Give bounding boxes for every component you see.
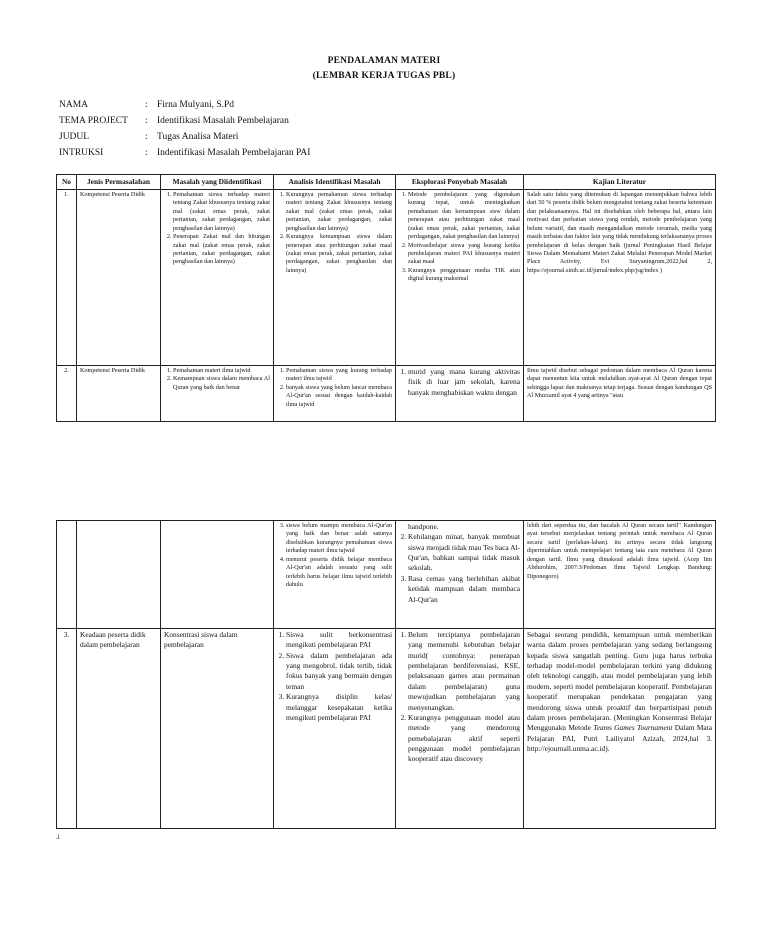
meta-row-judul: JUDUL : Tugas Analisa Materi [59, 132, 239, 142]
header-eksplorasi: Eksplorasi Penyebab Masalah [396, 175, 524, 190]
header-analisis: Analisis Identifikasi Masalah [274, 175, 396, 190]
doc-subtitle: (LEMBAR KERJA TUGAS PBL) [312, 71, 456, 81]
table-row: 3. Keadaan peserta didik dalam pembelajaran Konsentrasi siswa dalam pembelajaran 1. Siswa sulit berkonsentrasi mengikuti pembelajaran PAI 2. Siswa dalam pembelajaran ada yang mengobrol, tidak tertib, tidak fokus banyak yang bermain dengan teman 3. Kurangnya disiplin kelas/ melanggar kesepakatan ketika mengikuti pembelajaran PAI 1. Belum terciptanya pembelajaran yang memenuhi kebutuhan belajar murid( contohnya: penerapan pembelajaran berdiferensiasi, KSE, pelaksanaan games atau permainan dalam pembelajaran) guna mewujudkan pembelajaran yang menyenangkan. 2. Kurangnya penggunaan model atau metode yang mendorong pemebalajaran aktif seperti penggunaan model pembelajaran kooperatif atau discovery Sebagai seorang pendidik, kemampuan untuk memberikan warna dalam proses pembelajaran yang sedang berlangsung kepada siswa sangatlah penting. Guru juga harus terbuka terhadap model-model pembelajaran terkini yang didukung oleh teknologi canggih, atau model pembelajaran yang lebih modern, seperti model pembelajaran kooperatif. Pembelajaran kooperatif merupakan pendekatan pengajaran yang mendorong siswa untuk proaktif dan berpartisipasi penuh dalam proses pembelajaran. (Meningkan Konsentrasi Belajar Menggunakn Metode Teams Games Tournament Dalam Mata Pelajaran PAI, Putri Lailiyatul Azizah, 2024,hal 3. http://ejournall.unma.ac.id). [57, 629, 716, 829]
meta-row-intruksi: INTRUKSI : Indentifikasi Masalah Pembelajaran PAI [59, 148, 311, 158]
meta-row-nama: NAMA : Firna Mulyani, S.Pd [59, 100, 235, 110]
table-row: 1. Kompetensi Peserta Didik 1. Pemahaman siswa terhadap materi tentang Zakat khususnya tentang zakat mal (zakat emas perak, zakat pertanian, zakat perdagangan, zakat penghasilan dan lainnya) 2. Penerapan Zakat mal dan hitungan zakat mal (zakat emas perak, zakat pertanian, zakat perdagangan, zakat penghasilan dan lainnya) 1. Kurangnya pemahaman siswa terhadap materi tentang Zakat khususnya tentang zakat mal (zakat emas perak, zakat pertanian, zakat perdagangan, zakat penghasilan dan lainnya) 2. Kurangnya kemampuan siswa dalam penerapan atau perhitungan zakat maal (zakat emas perak, zakat pertanian, zakat perdagangan, zakat penghasilan dan lainnya) 1. Metode pembelajaran yang digunakan kurang tepat, untuk meningkatkan pemahaman dan kemampuan sisw dalam penerapan atau perhitungan zakat maal (zakat emas perak, zakat pertanian, zakat perdagangan, zakat penghasilan dan lainnya) 2. Motivasibelajar siswa yang kurang ketika pembelajaran materi PAI khususnya materi zakat maal 3. Kurangnya penggunaan media TIK atau digital kurang maksimal Salah satu fakta yang ditemukan di lapangan menunjukkan bahwa lebih dari 50 % peserta didik belum mengetahui tentang zakat beserta ketentuan dan pelaksanaannya. Hal ini disebabkan oleh beberapa hal, antara lain motivasi dan perhatian siswa yang rendah, metode pembelajaran yang belum variatif, dan masih mengandalkan metode ceramah, media yang masih terbatas dan faktor lain yang tidak mendukung terlaksananya proses pembelajaran di kelas dengan baik (jurnal Peningkatan Hasil Belajar Siswa Dalam Memahami Materi Zakat Melalui Penerapan Model Market Place Activity, Evi Suryaningrum,2022,hal 2, https://ejournal.sinib.ac.id/jurnal/index.php/jsg/index ) [57, 190, 716, 366]
table-row: 2. Kompetensi Peserta Didik 1. Pemahaman materi ilmu tajwid 2. Kemampuan siswa dalam membaca Al Quran yang baik dan benar 1. Pemahaman siswa yang kurang terhadap materi ilmu tajwid 2. banyak siswa yang belum lancar membaca Al-Qur'an sesuai dengan kaidah-kaidah ilmu tajwid 1. murid yang mana kurang aktivitas fisik di luar jam sekolah, karena banyak menghabiskan waktu dengan Ilmu tajwid disebut sebagai pedoman dalam membaca Al Quran karena dapat menuntun kita untuk melafalkan ayat-ayat Al Quran dengan tepat sehingga lapaz dan maknanya tetap terjaga. Sesuai dengan kandungan QS Al Muzzamil ayat 4 yang artinya "atau [57, 366, 716, 422]
header-jenis: Jenis Permasalahan [77, 175, 161, 190]
header-masalah: Masalah yang Diidentifikasi [161, 175, 274, 190]
doc-title: PENDALAMAN MATERI [327, 56, 441, 66]
header-kajian: Kajian Literatur [524, 175, 716, 190]
table-header [57, 175, 716, 190]
meta-block [59, 100, 310, 164]
table-row: 3. siswa belum mampu membaca Al-Qur'an yang baik dan benar salah satunya disebabkan kurangnya pemahaman siswa terhadap materi ilmu tajwid 4. menurut peserta didik belajar membaca Al-Qur'an adalah sesuatu yang sulit terlebih harus belajar ilmu tajwid terlebih dahulu handpone. 2. Kehilangan minat, banyak membuat siswa menjadi tidak mau Tes baca Al-Qur'an, bahkan sampai tidak masuk sekolah. 3. Rasa cemas yang berlebihan akibat ketidak mampuan dalam membaca Al-Qur'an lebih dari seperdua itu, dan bacalah Al Quran secara tartil" Kandungan ayat tersebut menjelaskan tentang perintah untuk membaca Al Quran secara tartil (perlahan-lahan). itu artinya secara tidak langsung diperintahkan untuk mempelajari tentang tata cara membaca Al Quran dengan tartil. Ilmu yang dimaksud adalah ilmu tajwid. (Acep Iim Abdurohim, 2007:3/Pedoman Ilmu Tajwid Lengkap. Bandung: Diponegoro) [57, 521, 716, 629]
footnote-mark: .i [56, 833, 60, 841]
meta-row-tema: TEMA PROJECT : Identifikasi Masalah Pembelajaran [59, 116, 289, 126]
table-page-2 [56, 520, 716, 829]
header-no: No [57, 175, 77, 190]
table-page-1 [56, 174, 716, 422]
